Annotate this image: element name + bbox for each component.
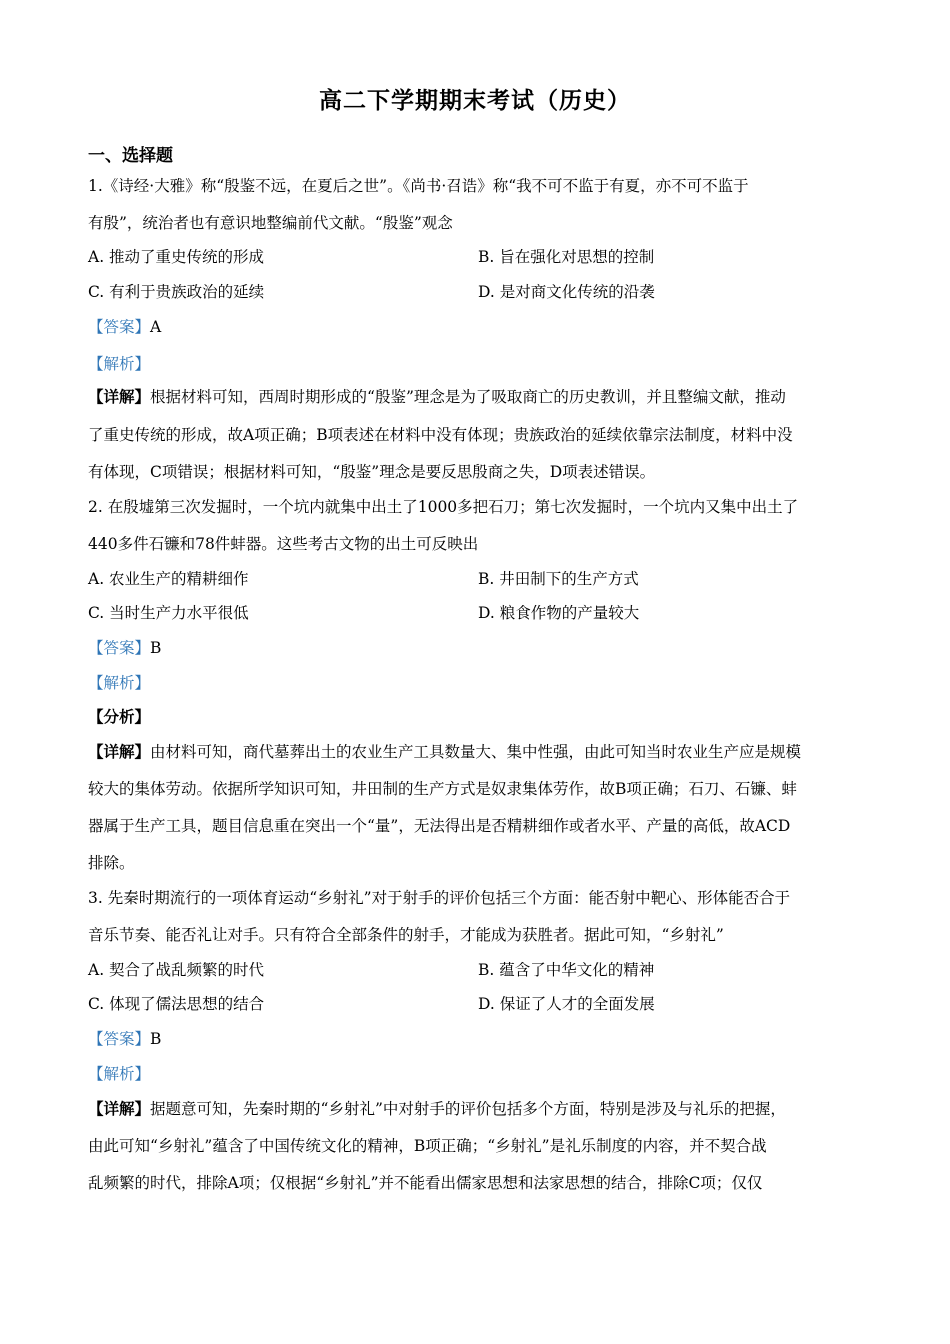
- answer-value: A: [150, 318, 162, 336]
- answer-label: 【答案】: [88, 318, 151, 336]
- q3-analysis-label: 【解析】: [88, 1065, 151, 1083]
- q2-option-d: D. 粮食作物的产量较大: [478, 604, 640, 622]
- section-heading: 一、选择题: [88, 146, 173, 166]
- q3-answer: [88, 1028, 161, 1050]
- detail-text: 根据材料可知，西周时期形成的“殷鉴”理念是为了吸取商亡的历史教训，并且整编文献，推动: [150, 388, 786, 406]
- q1-stem-line: 1.《诗经·大雅》称“殷鉴不远，在夏后之世”。《尚书·召诰》称“我不可不监于有夏，亦不可不监于: [88, 177, 749, 195]
- detail-label: 【详解】: [88, 387, 151, 406]
- page-title: 高二下学期期末考试（历史）: [319, 88, 631, 114]
- q3-option-c: C. 体现了儒法思想的结合: [88, 995, 265, 1013]
- answer-label: 【答案】: [88, 639, 151, 657]
- q2-detail-line: 排除。: [88, 854, 135, 872]
- q1-option-d: D. 是对商文化传统的沿袭: [478, 283, 655, 301]
- q3-stem-line: 音乐节奏、能否礼让对手。只有符合全部条件的射手，才能成为获胜者。据此可知，“乡射礼”: [88, 926, 724, 944]
- q1-answer: [88, 316, 161, 338]
- q2-detail-line: 器属于生产工具，题目信息重在突出一个“量”，无法得出是否精耕细作或者水平、产量的高低，故ACD: [88, 817, 791, 835]
- q1-option-a: A. 推动了重史传统的形成: [88, 248, 265, 266]
- q1-detail-line: [88, 386, 786, 408]
- q1-stem-line: 有殷”，统治者也有意识地整编前代文献。“殷鉴”观念: [88, 214, 453, 232]
- q2-analysis-label: 【解析】: [88, 674, 151, 692]
- answer-value: B: [150, 1030, 162, 1048]
- q1-detail-line: 有体现，C项错误；根据材料可知，“殷鉴”理念是要反思殷商之失，D项表述错误。: [88, 463, 656, 481]
- q3-detail-line: [88, 1098, 786, 1120]
- answer-label: 【答案】: [88, 1030, 151, 1048]
- q1-option-b: B. 旨在强化对思想的控制: [478, 248, 655, 266]
- q2-option-a: A. 农业生产的精耕细作: [88, 570, 249, 588]
- q3-option-d: D. 保证了人才的全面发展: [478, 995, 655, 1013]
- detail-text: 由材料可知，商代墓葬出土的农业生产工具数量大、集中性强，由此可知当时农业生产应是规模: [150, 743, 802, 761]
- detail-text: 据题意可知，先秦时期的“乡射礼”中对射手的评价包括多个方面，特别是涉及与礼乐的把握，: [150, 1100, 786, 1118]
- q2-detail-line: [88, 741, 801, 763]
- q3-stem-line: 3. 先秦时期流行的一项体育运动“乡射礼”对于射手的评价包括三个方面：能否射中靶心、形体能否合于: [88, 889, 791, 907]
- detail-label: 【详解】: [88, 1099, 151, 1118]
- q3-option-a: A. 契合了战乱频繁的时代: [88, 961, 265, 979]
- q2-stem-line: 2. 在殷墟第三次发掘时，一个坑内就集中出土了1000多把石刀；第七次发掘时，一个坑内又集中出土了: [88, 498, 799, 516]
- q3-option-b: B. 蕴含了中华文化的精神: [478, 961, 655, 979]
- q1-analysis-label: 【解析】: [88, 355, 151, 373]
- q2-stem-line: 440多件石镰和78件蚌器。这些考古文物的出土可反映出: [88, 535, 479, 553]
- q3-detail-line: 乱频繁的时代，排除A项；仅根据“乡射礼”并不能看出儒家思想和法家思想的结合，排除C项；仅仅: [88, 1174, 763, 1192]
- q2-option-b: B. 井田制下的生产方式: [478, 570, 639, 588]
- q2-answer: [88, 637, 161, 659]
- q1-option-c: C. 有利于贵族政治的延续: [88, 283, 265, 301]
- q3-detail-line: 由此可知“乡射礼”蕴含了中国传统文化的精神，B项正确；“乡射礼”是礼乐制度的内容，并不契合战: [88, 1137, 767, 1155]
- q2-option-c: C. 当时生产力水平很低: [88, 604, 249, 622]
- q2-fenxi-label: 【分析】: [88, 707, 151, 726]
- answer-value: B: [150, 639, 162, 657]
- q1-detail-line: 了重史传统的形成，故A项正确；B项表述在材料中没有体现；贵族政治的延续依靠宗法制度，材料中没: [88, 426, 793, 444]
- detail-label: 【详解】: [88, 742, 151, 761]
- q2-detail-line: 较大的集体劳动。依据所学知识可知，井田制的生产方式是奴隶集体劳作，故B项正确；石刀、石镰、蚌: [88, 780, 797, 798]
